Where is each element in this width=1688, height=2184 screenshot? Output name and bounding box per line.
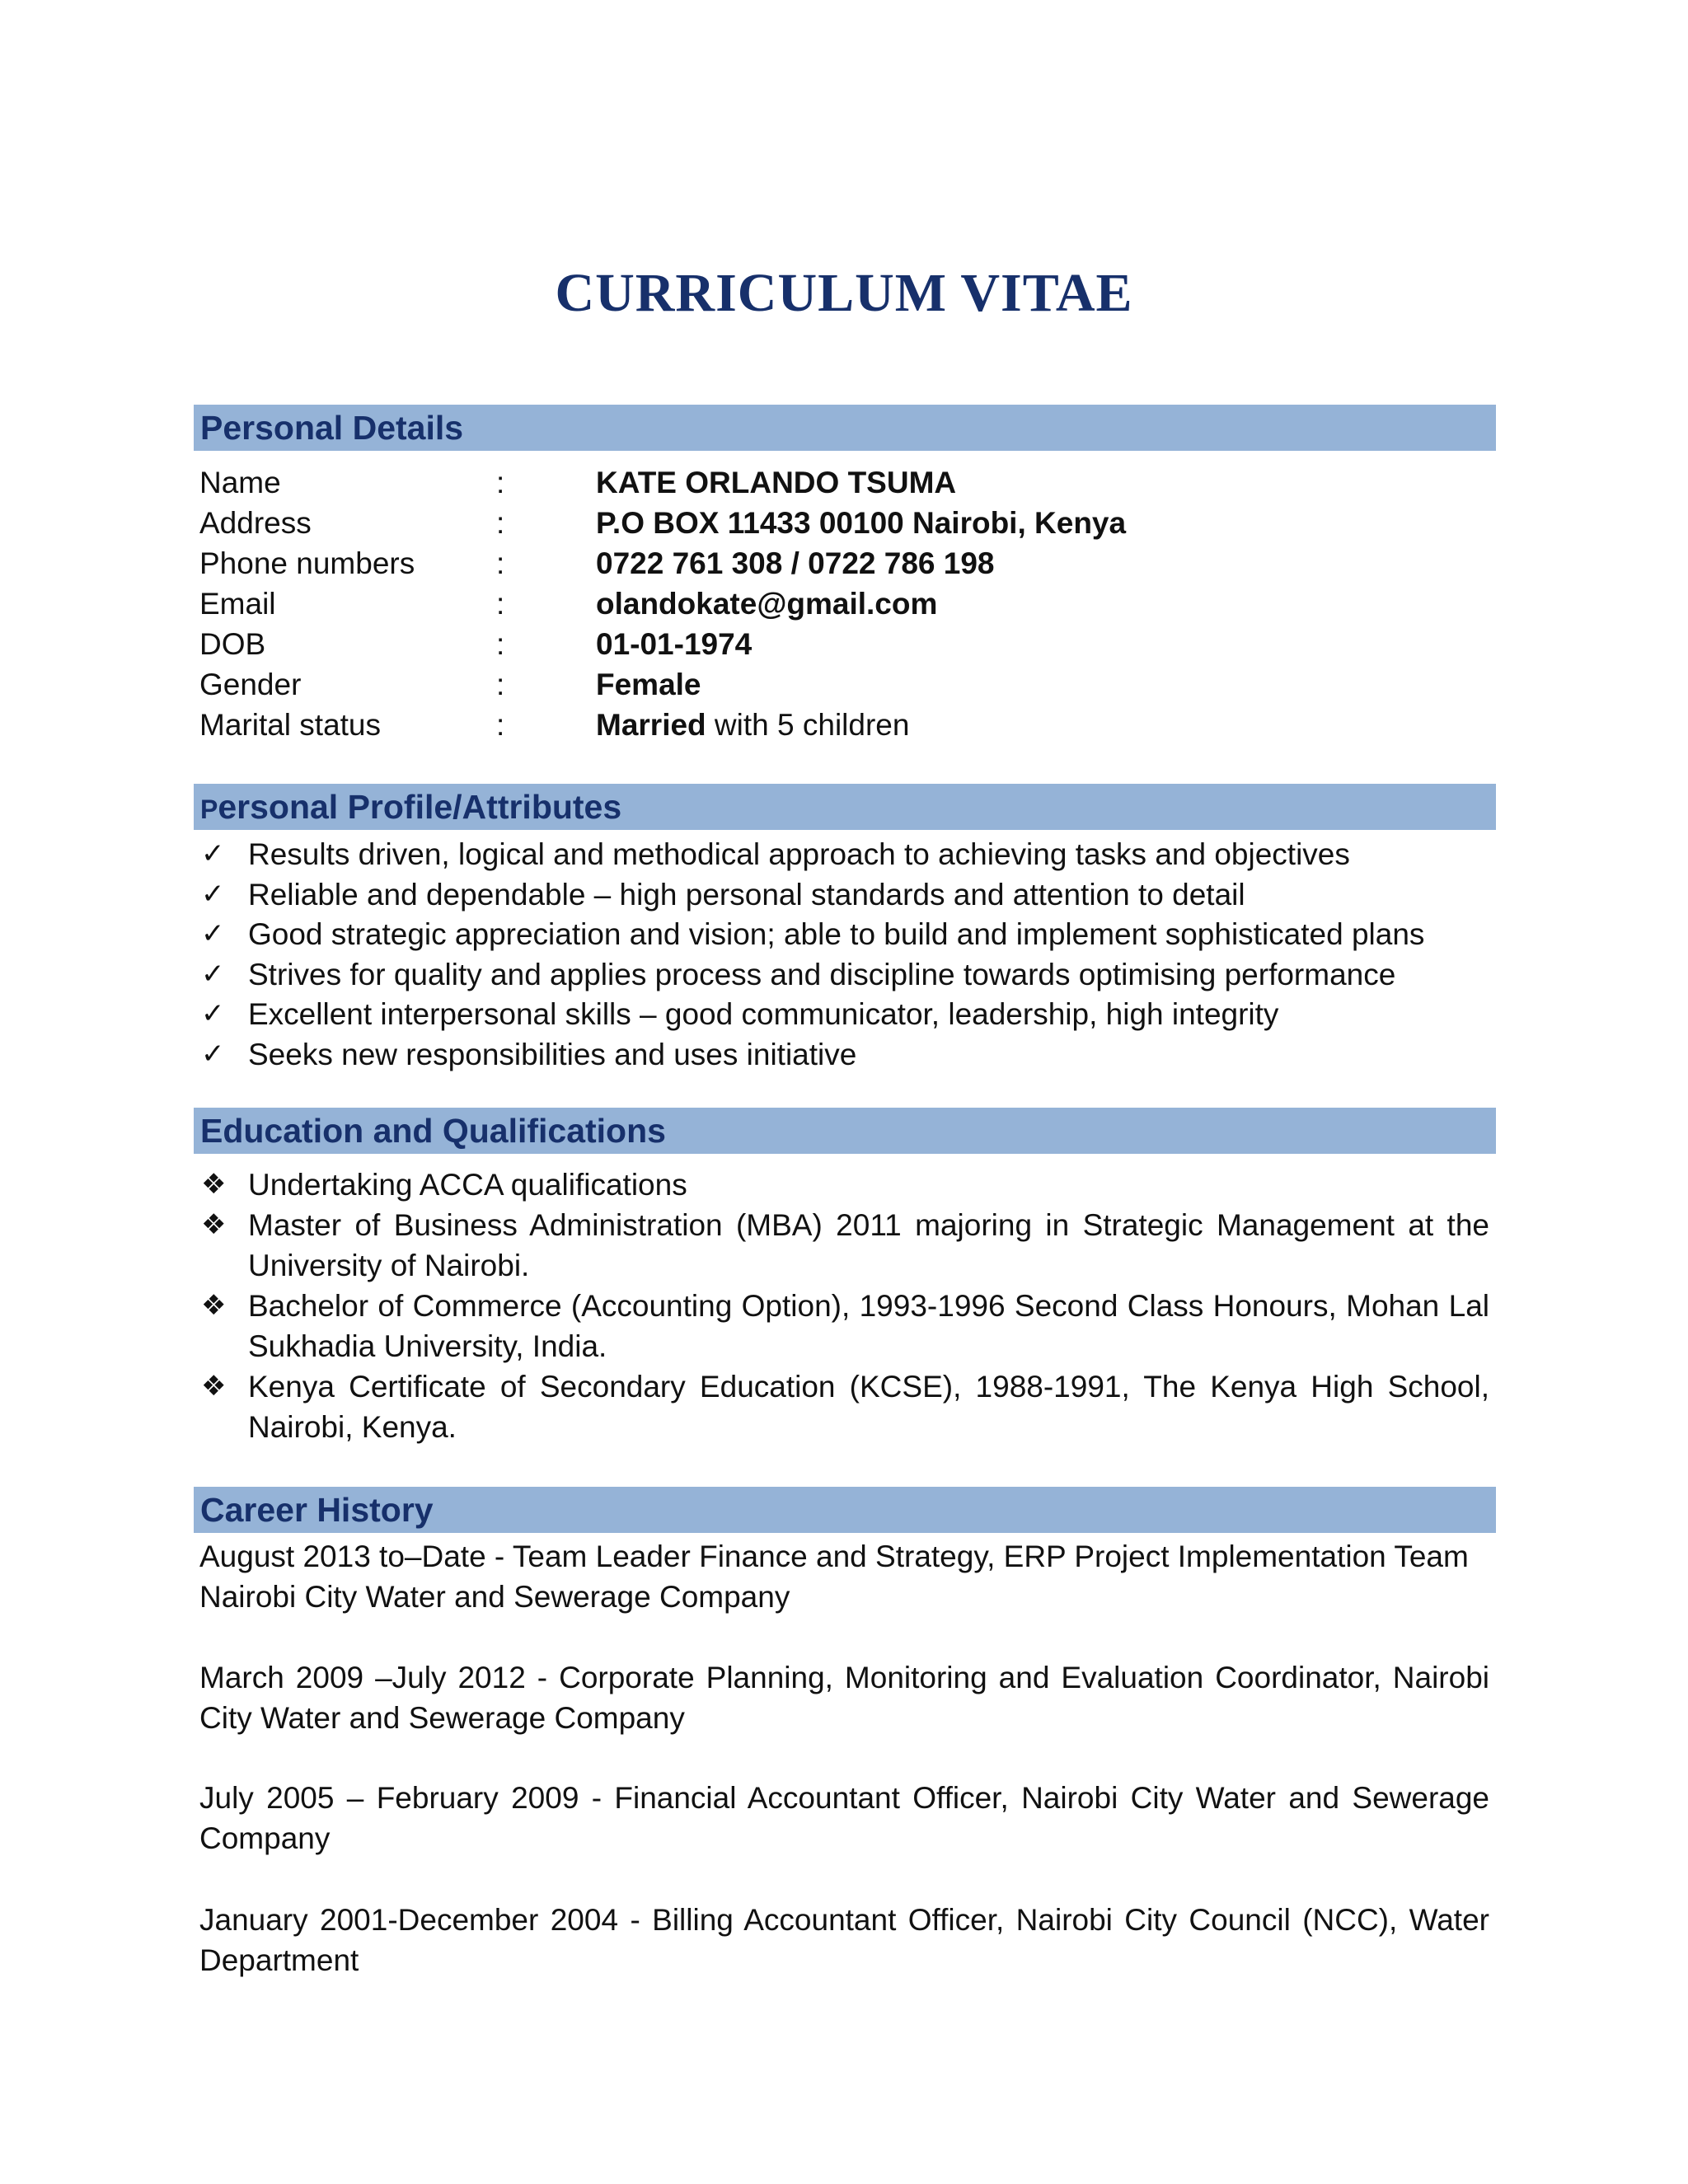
profile-item: Excellent interpersonal skills – good communicator, leadership, high integrity xyxy=(248,997,1279,1031)
checkmark-icon: ✓ xyxy=(201,958,225,990)
detail-label-phone: Phone numbers xyxy=(199,546,415,580)
heading-rest: ersonal Profile/Attributes xyxy=(218,788,622,826)
education-item: Undertaking ACCA qualifications xyxy=(248,1168,687,1202)
section-heading-personal-details: Personal Details xyxy=(194,405,1496,451)
detail-colon: : xyxy=(496,466,505,499)
detail-colon: : xyxy=(496,587,505,621)
career-entry: July 2005 – February 2009 - Financial Accountant Officer, Nairobi City Water and Sewerage Company xyxy=(199,1781,1489,1855)
checkmark-icon: ✓ xyxy=(201,838,225,869)
detail-label-email: Email xyxy=(199,587,276,621)
marital-status-suffix: with 5 children xyxy=(706,708,910,742)
section-heading-personal-profile xyxy=(194,784,1496,830)
career-entry: August 2013 to–Date - Team Leader Finance and Strategy, ERP Project Implementation Team Nairobi City Water and Sewerage Company xyxy=(199,1540,1469,1614)
diamond-bullet-icon: ❖ xyxy=(201,1169,227,1200)
detail-value-name: KATE ORLANDO TSUMA xyxy=(596,466,957,499)
detail-value-gender: Female xyxy=(596,668,701,701)
career-entry: January 2001-December 2004 - Billing Accountant Officer, Nairobi City Council (NCC), Water Department xyxy=(199,1903,1489,1977)
page-title: CURRICULUM VITAE xyxy=(555,263,1133,323)
diamond-bullet-icon: ❖ xyxy=(201,1371,227,1402)
detail-colon: : xyxy=(496,506,505,540)
diamond-bullet-icon: ❖ xyxy=(201,1290,227,1321)
detail-label-marital-status: Marital status xyxy=(199,708,382,742)
detail-value-phone: 0722 761 308 / 0722 786 198 xyxy=(596,546,995,580)
detail-label-address: Address xyxy=(199,506,312,540)
detail-label-dob: DOB xyxy=(199,627,266,661)
detail-label-name: Name xyxy=(199,466,281,499)
profile-item: Seeks new responsibilities and uses initiative xyxy=(248,1038,857,1071)
marital-status-main: Married xyxy=(596,708,706,742)
diamond-bullet-icon: ❖ xyxy=(201,1209,227,1240)
education-item: Master of Business Administration (MBA) 2011 majoring in Strategic Management at the University of Nairobi. xyxy=(248,1208,1489,1282)
section-heading-career-history: Career History xyxy=(194,1487,1496,1533)
education-item: Bachelor of Commerce (Accounting Option), 1993-1996 Second Class Honours, Mohan Lal Sukhadia University, India. xyxy=(248,1289,1489,1363)
detail-value-address: P.O BOX 11433 00100 Nairobi, Kenya xyxy=(596,506,1127,540)
detail-colon: : xyxy=(496,708,505,742)
education-item: Kenya Certificate of Secondary Education (KCSE), 1988-1991, The Kenya High School, Nairobi, Kenya. xyxy=(248,1370,1489,1444)
detail-value-email: olandokate@gmail.com xyxy=(596,587,938,621)
checkmark-icon: ✓ xyxy=(201,918,225,949)
detail-colon: : xyxy=(496,668,505,701)
heading-first-letter: P xyxy=(200,794,218,824)
detail-colon: : xyxy=(496,546,505,580)
profile-item: Strives for quality and applies process and discipline towards optimising performance xyxy=(248,958,1396,991)
profile-item: Good strategic appreciation and vision; able to build and implement sophisticated plans xyxy=(248,917,1425,951)
detail-colon: : xyxy=(496,627,505,661)
detail-value-marital-status xyxy=(596,705,909,745)
detail-label-gender: Gender xyxy=(199,668,302,701)
career-entry: March 2009 –July 2012 - Corporate Planning, Monitoring and Evaluation Coordinator, Nairobi City Water and Sewerage Company xyxy=(199,1661,1489,1735)
checkmark-icon: ✓ xyxy=(201,879,225,910)
detail-value-dob: 01-01-1974 xyxy=(596,627,753,661)
checkmark-icon: ✓ xyxy=(201,998,225,1029)
profile-item: Results driven, logical and methodical approach to achieving tasks and objectives xyxy=(248,837,1350,871)
section-heading-education: Education and Qualifications xyxy=(194,1108,1496,1154)
profile-item: Reliable and dependable – high personal standards and attention to detail xyxy=(248,878,1245,912)
checkmark-icon: ✓ xyxy=(201,1038,225,1070)
